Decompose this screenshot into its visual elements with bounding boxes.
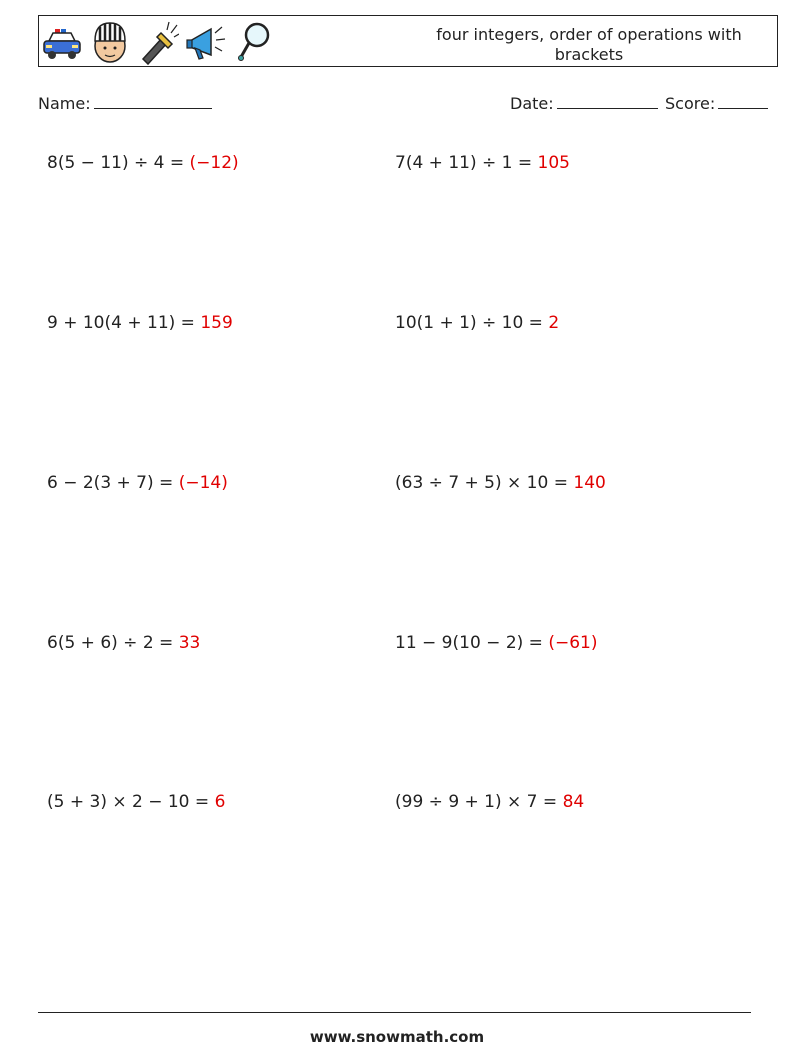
name-blank[interactable]: [94, 92, 212, 109]
footer-site: www.snowmath.com: [309, 1028, 485, 1046]
footer-divider: [38, 1012, 751, 1013]
megaphone-icon: [185, 19, 227, 65]
worksheet-title: four integers, order of operations with brackets: [436, 25, 742, 64]
problem-3: [47, 311, 233, 335]
problem-answer: 33: [178, 633, 201, 653]
problem-question: 7(4 + 11) ÷ 1 =: [395, 153, 538, 173]
problem-8: [395, 631, 597, 655]
date-field: [510, 92, 658, 115]
problem-answer: 159: [200, 313, 233, 333]
problem-1: [47, 151, 239, 175]
prisoner-icon: [89, 19, 131, 65]
problem-5: [47, 471, 228, 495]
problem-question: (99 ÷ 9 + 1) × 7 =: [395, 792, 563, 812]
problem-answer: (−12): [189, 153, 239, 173]
problem-answer: 2: [548, 313, 560, 333]
magnifying-glass-icon: [233, 19, 275, 65]
problem-answer: 105: [537, 153, 570, 173]
score-label: Score:: [665, 94, 716, 113]
problem-question: 10(1 + 1) ÷ 10 =: [395, 313, 549, 333]
problem-2: [395, 151, 570, 175]
problem-question: (63 ÷ 7 + 5) × 10 =: [395, 473, 574, 493]
problem-answer: (−61): [548, 633, 598, 653]
problem-10: [395, 790, 584, 814]
problem-answer: (−14): [178, 473, 228, 493]
problem-question: 9 + 10(4 + 11) =: [47, 313, 201, 333]
worksheet-header: [38, 15, 778, 67]
police-car-icon: [41, 19, 83, 65]
problem-answer: 140: [573, 473, 606, 493]
problem-9: [47, 790, 225, 814]
problem-4: [395, 311, 559, 335]
flashlight-icon: [137, 19, 179, 65]
problem-question: (5 + 3) × 2 − 10 =: [47, 792, 215, 812]
problem-question: 8(5 − 11) ÷ 4 =: [47, 153, 190, 173]
date-label: Date:: [510, 94, 554, 113]
problem-7: [47, 631, 200, 655]
score-field: [665, 92, 768, 115]
problem-question: 6(5 + 6) ÷ 2 =: [47, 633, 179, 653]
problem-6: [395, 471, 606, 495]
problem-answer: 6: [214, 792, 226, 812]
header-icons: [41, 18, 275, 66]
problem-question: 6 − 2(3 + 7) =: [47, 473, 179, 493]
problem-answer: 84: [562, 792, 585, 812]
name-label: Name:: [38, 94, 91, 113]
score-blank[interactable]: [718, 92, 768, 109]
problem-question: 11 − 9(10 − 2) =: [395, 633, 549, 653]
name-field: [38, 92, 212, 115]
date-blank[interactable]: [557, 92, 658, 109]
